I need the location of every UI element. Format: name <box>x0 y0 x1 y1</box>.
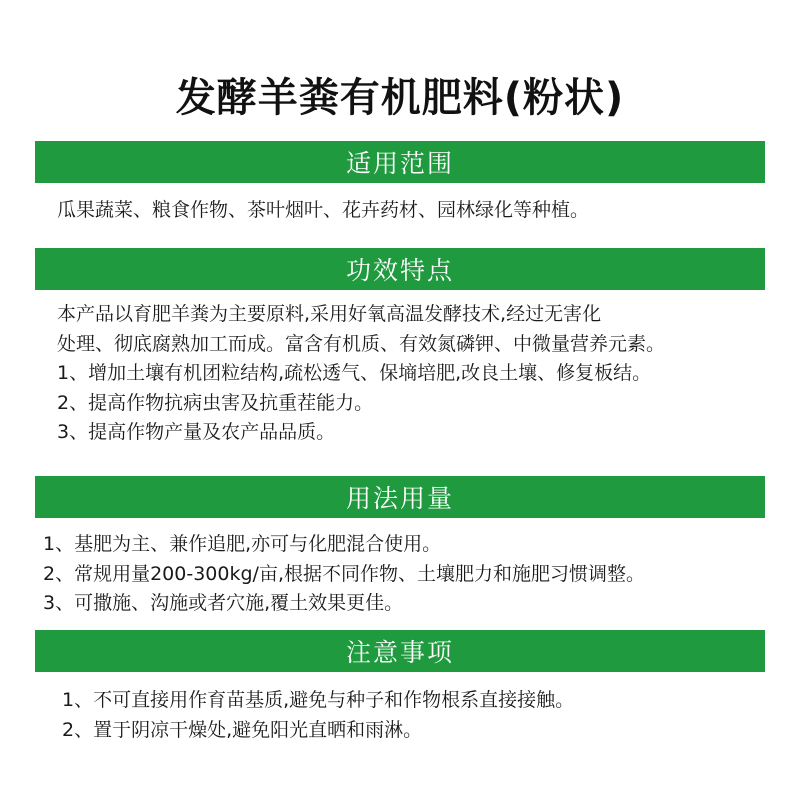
features-line: 处理、彻底腐熟加工而成。富含有机质、有效氮磷钾、中微量营养元素。 <box>57 332 666 355</box>
features-line: 本产品以育肥羊粪为主要原料,采用好氧高温发酵技术,经过无害化 <box>57 303 602 325</box>
cautions-line: 1、不可直接用作育苗基质,避免与种子和作物根系直接接触。 <box>62 689 575 711</box>
section-body-scope <box>57 196 589 226</box>
usage-line: 3、可撒施、沟施或者穴施,覆土效果更佳。 <box>43 592 404 614</box>
section-body-features <box>57 300 665 448</box>
cautions-line: 2、置于阴凉干燥处,避免阳光直晒和雨淋。 <box>62 718 423 741</box>
features-line: 2、提高作物抗病虫害及抗重茬能力。 <box>57 391 374 414</box>
section-header-scope: 适用范围 <box>35 141 765 183</box>
section-header-usage: 用法用量 <box>35 476 765 518</box>
section-header-features: 功效特点 <box>35 248 765 290</box>
scope-line: 瓜果蔬菜、粮食作物、茶叶烟叶、花卉药材、园林绿化等种植。 <box>57 199 590 221</box>
page-title: 发酵羊粪有机肥料(粉状) <box>175 75 625 121</box>
usage-line: 2、常规用量200-300kg/亩,根据不同作物、土壤肥力和施肥习惯调整。 <box>43 562 645 585</box>
features-line: 1、增加土壤有机团粒结构,疏松透气、保墒培肥,改良土壤、修复板结。 <box>57 362 652 384</box>
section-header-cautions: 注意事项 <box>35 630 765 672</box>
usage-line: 1、基肥为主、兼作追肥,亦可与化肥混合使用。 <box>43 533 442 555</box>
section-body-cautions <box>62 686 574 745</box>
features-line: 3、提高作物产量及农产品品质。 <box>57 421 336 443</box>
section-body-usage <box>43 530 645 619</box>
